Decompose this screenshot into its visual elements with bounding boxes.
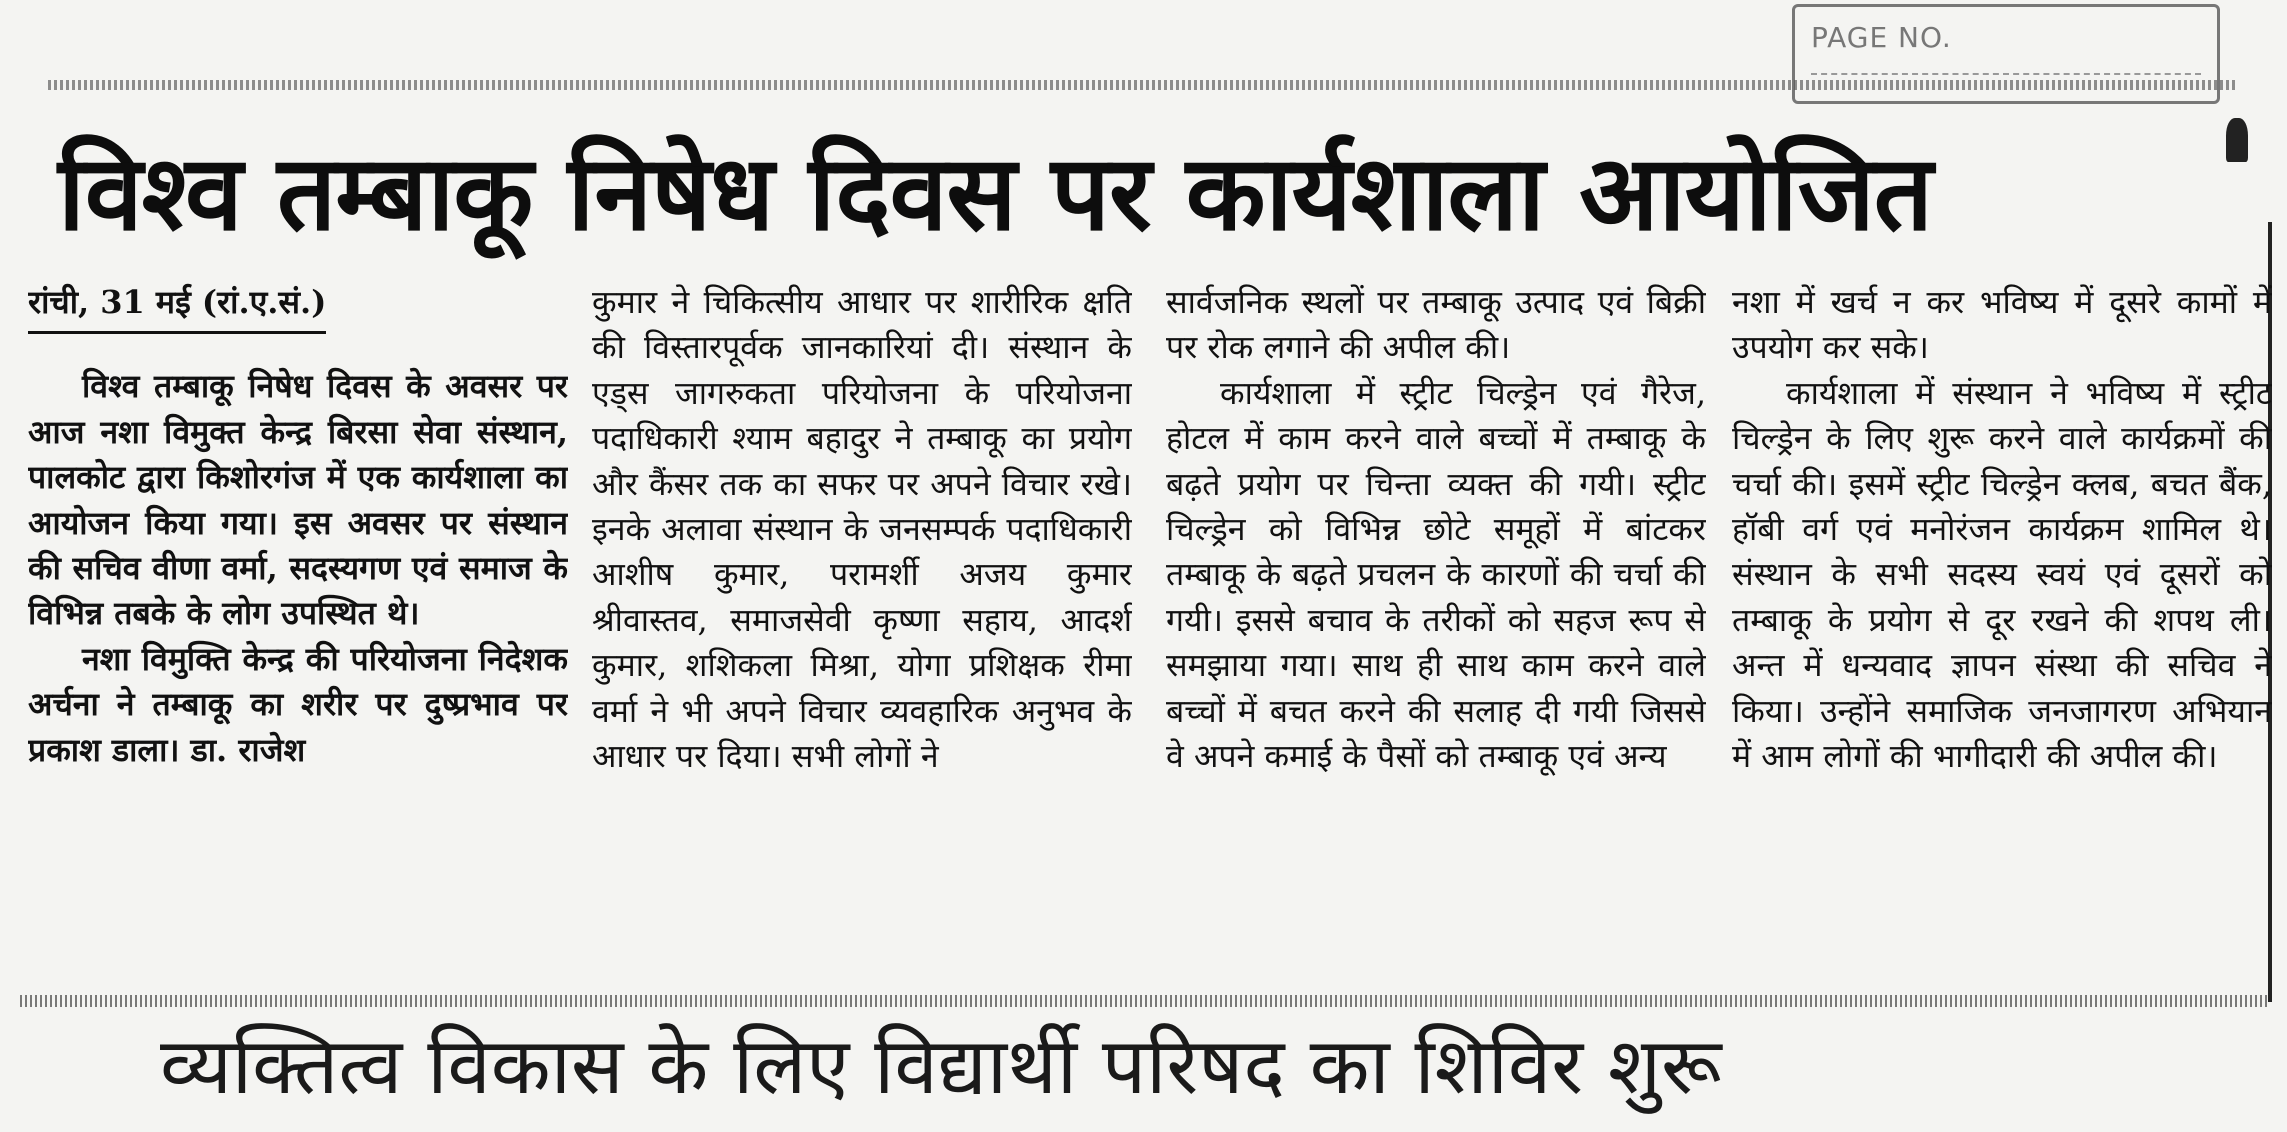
print-mark [2226, 118, 2248, 162]
stamp-label: PAGE NO. [1811, 21, 1952, 54]
column-paragraph: नशा में खर्च न कर भविष्य में दूसरे कामों में उपयोग कर सके। [1732, 283, 2272, 367]
dateline: रांची, 31 मई (रां.ए.सं.) [28, 280, 326, 334]
column-paragraph: कार्यशाला में संस्थान ने भविष्य में स्ट्रीट चिल्ड्रेन के लिए शुरू करने वाले कार्यक्रमों की चर्चा की। इसमें स्ट्रीट चिल्ड्रेन क्लब, बचत बैंक, हॉबी वर्ग एवं मनोरंजन कार्यक्रम शामिल थे। संस्थान के सभी सदस्य स्वयं एवं दूसरों को तम्बाकू के प्रयोग से दूर रखने की शपथ ली। अन्त में धन्यवाद ज्ञापन संस्था की सचिव ने किया। उन्होंने समाजिक जनजागरण अभियान में आम लोगों की भागीदारी की अपील की। [1732, 373, 2272, 776]
column-paragraph: सार्वजनिक स्थलों पर तम्बाकू उत्पाद एवं बिक्री पर रोक लगाने की अपील की। [1166, 283, 1706, 367]
article-headline: विश्व तम्बाकू निषेध दिवस पर कार्यशाला आयोजित [58, 132, 1933, 254]
next-article-headline: व्यक्तित्व विकास के लिए विद्यार्थी परिषद का शिविर शुरू [160, 1022, 1722, 1112]
column-paragraph: कुमार ने चिकित्सीय आधार पर शारीरिक क्षति की विस्तारपूर्वक जानकारियां दी। संस्थान के एड्स जागरुकता परियोजना के परियोजना पदाधिकारी श्याम बहादुर ने तम्बाकू का प्रयोग और कैंसर तक का सफर पर अपने विचार रखे। इनके अलावा संस्थान के जनसम्पर्क पदाधिकारी आशीष कुमार, परामर्शी अजय कुमार श्रीवास्तव, समाजसेवी कृष्णा सहाय, आदर्श कुमार, शशिकला मिश्रा, योगा प्रशिक्षक रीमा वर्मा ने भी अपने विचार व्यवहारिक अनुभव के आधार पर दिया। सभी लोगों ने [592, 283, 1132, 776]
column-paragraph: नशा विमुक्ति केन्द्र की परियोजना निदेशक अर्चना ने तम्बाकू का शरीर पर दुष्प्रभाव पर प्रकाश डाला। डा. राजेश [28, 639, 568, 769]
column-paragraph: कार्यशाला में स्ट्रीट चिल्ड्रेन एवं गैरेज, होटल में काम करने वाले बच्चों में तम्बाकू के बढ़ते प्रयोग पर चिन्ता व्यक्त की गयी। स्ट्रीट चिल्ड्रेन को विभिन्न छोटे समूहों में बांटकर तम्बाकू के बढ़ते प्रचलन के कारणों की चर्चा की गयी। इससे बचाव के तरीकों को सहज रूप से समझाया गया। साथ ही साथ काम करने वाले बच्चों में बचत करने की सलाह दी गयी जिससे वे अपने कमाई के पैसों को तम्बाकू एवं अन्य [1166, 373, 1706, 776]
stamp-date-line [1811, 73, 2201, 75]
top-rule [48, 80, 2238, 90]
article-column-1 [28, 280, 568, 1000]
article-column-2 [592, 280, 1132, 1000]
column-paragraph: विश्व तम्बाकू निषेध दिवस के अवसर पर आज नशा विमुक्त केन्द्र बिरसा सेवा संस्थान, पालकोट द्वारा किशोरगंज में एक कार्यशाला का आयोजन किया गया। इस अवसर पर संस्थान की सचिव वीणा वर्मा, सदस्यगण एवं समाज के विभिन्न तबके के लोग उपस्थित थे। [28, 367, 568, 633]
article-column-3 [1166, 280, 1706, 1000]
article-column-4 [1732, 280, 2272, 1000]
bottom-rule [20, 995, 2270, 1007]
